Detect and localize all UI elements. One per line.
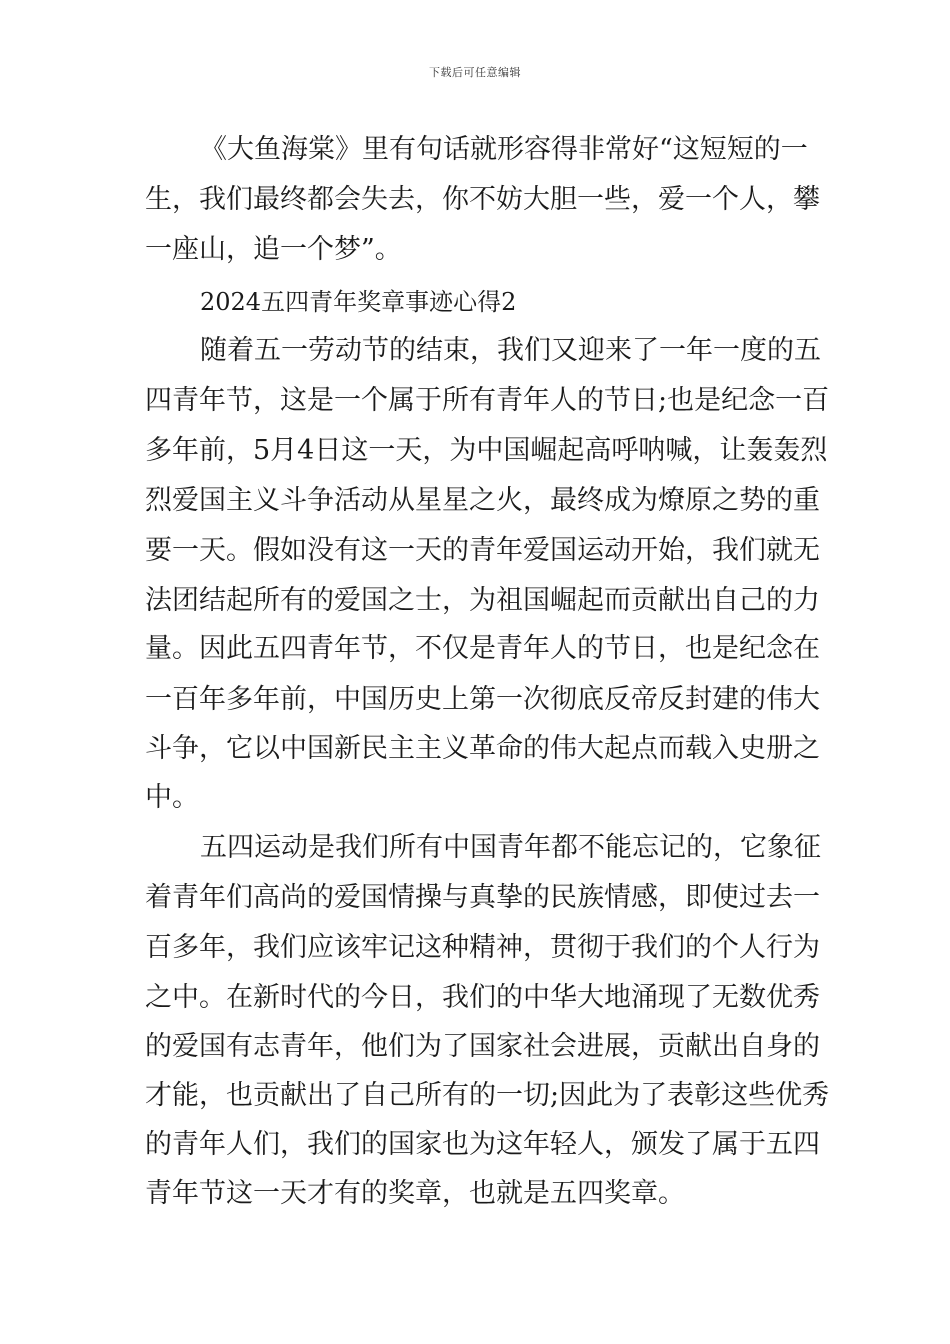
paragraph-3-line-5: 的爱国有志青年，他们为了国家社会进展，贡献出自身的 [145, 1031, 820, 1062]
paragraph-2-line-4: 烈爱国主义斗争活动从星星之火，最终成为燎原之势的重 [145, 485, 820, 516]
paragraph-2-line-7: 量。因此五四青年节，不仅是青年人的节日，也是纪念在 [145, 633, 820, 664]
paragraph-2-line-3: 多年前，5月4日这一天，为中国崛起高呼呐喊，让轰轰烈 [145, 435, 828, 466]
section-heading: 2024五四青年奖章事迹心得2 [200, 288, 517, 316]
paragraph-3-line-1: 五四运动是我们所有中国青年都不能忘记的，它象征 [200, 832, 821, 863]
paragraph-2-line-8: 一百年多年前，中国历史上第一次彻底反帝反封建的伟大 [145, 684, 820, 715]
paragraph-1-line-2: 生，我们最终都会失去，你不妨大胆一些，爱一个人，攀 [145, 184, 820, 215]
paragraph-2-line-6: 法团结起所有的爱国之士，为祖国崛起而贡献出自己的力 [145, 585, 820, 616]
paragraph-3-line-3: 百多年，我们应该牢记这种精神，贯彻于我们的个人行为 [145, 932, 820, 963]
paragraph-2-line-9: 斗争，它以中国新民主主义革命的伟大起点而载入史册之 [145, 733, 820, 764]
paragraph-3-line-7: 的青年人们，我们的国家也为这年轻人，颁发了属于五四 [145, 1129, 820, 1160]
paragraph-2-line-1: 随着五一劳动节的结束，我们又迎来了一年一度的五 [200, 335, 821, 366]
paragraph-3-line-4: 之中。在新时代的今日，我们的中华大地涌现了无数优秀 [145, 982, 820, 1013]
paragraph-2-line-2: 四青年节，这是一个属于所有青年人的节日;也是纪念一百 [145, 385, 830, 416]
paragraph-3-line-6: 才能，也贡献出了自己所有的一切;因此为了表彰这些优秀 [145, 1080, 830, 1111]
paragraph-3-line-8: 青年节这一天才有的奖章，也就是五四奖章。 [145, 1178, 685, 1209]
paragraph-3-line-2: 着青年们高尚的爱国情操与真挚的民族情感，即使过去一 [145, 882, 820, 913]
paragraph-1-line-1: 《大鱼海棠》里有句话就形容得非常好“这短短的一 [200, 134, 808, 165]
paragraph-1-line-3: 一座山，追一个梦”。 [145, 234, 402, 265]
paragraph-2-line-10: 中。 [145, 782, 199, 813]
paragraph-2-line-5: 要一天。假如没有这一天的青年爱国运动开始，我们就无 [145, 535, 820, 566]
page-header-note: 下载后可任意编辑 [429, 66, 521, 79]
